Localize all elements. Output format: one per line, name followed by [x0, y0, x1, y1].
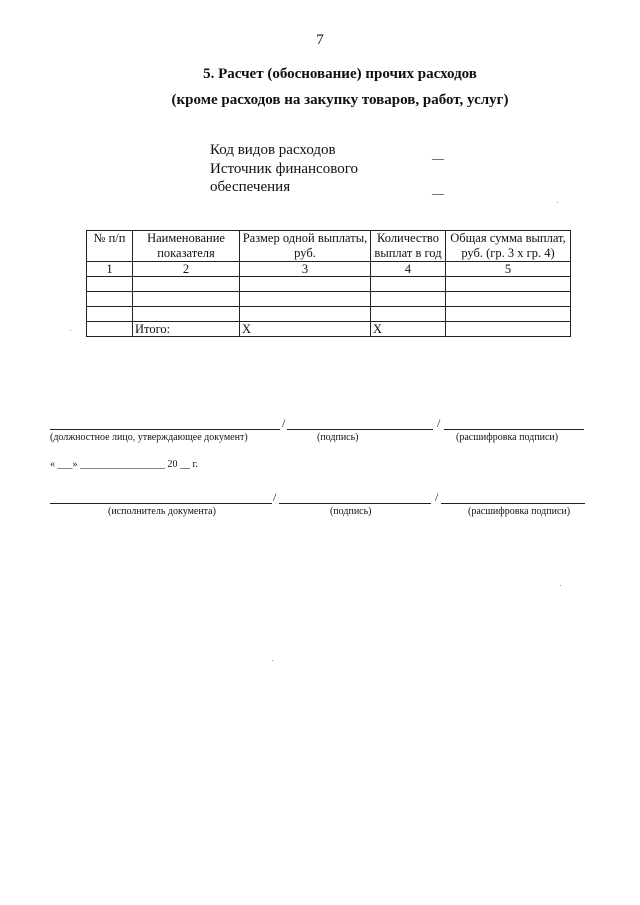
header-cell: Размер одной выплаты, руб. — [240, 231, 371, 262]
executor-caption: (исполнитель документа) — [108, 506, 216, 517]
separator-slash: / — [282, 416, 286, 430]
table-cell — [87, 277, 133, 292]
approver-signature-line — [287, 429, 433, 430]
table-cell — [446, 277, 571, 292]
separator-slash: / — [435, 490, 439, 504]
expense-code-label: Код видов расходов — [210, 142, 336, 158]
table-cell — [133, 307, 240, 322]
header-cell: № п/п — [87, 231, 133, 262]
table-cell — [240, 307, 371, 322]
header-cell: Наименование показателя — [133, 231, 240, 262]
separator-slash: / — [273, 490, 277, 504]
column-number: 3 — [240, 262, 371, 277]
table-header-row — [87, 231, 571, 262]
approver-caption: (должностное лицо, утверждающее документ) — [50, 432, 248, 443]
column-number: 2 — [133, 262, 240, 277]
column-number: 1 — [87, 262, 133, 277]
signature-caption: (подпись) — [317, 432, 359, 443]
section-subtitle: (кроме расходов на закупку товаров, работ, услуг) — [171, 92, 509, 108]
funding-source-label: Источник финансового — [210, 161, 358, 177]
table-cell — [371, 307, 446, 322]
table-cell — [240, 292, 371, 307]
table-cell — [87, 292, 133, 307]
table-cell — [446, 322, 571, 337]
separator-slash: / — [437, 416, 441, 430]
funding-source-label-cont: обеспечения — [210, 179, 291, 195]
signature-caption: (подпись) — [330, 506, 372, 517]
header-cell: Общая сумма выплат, руб. (гр. 3 x гр. 4) — [446, 231, 571, 262]
date-line: « ___» _________________ 20 __ г. — [50, 459, 198, 470]
scan-speck — [70, 330, 71, 331]
table-row — [87, 277, 571, 292]
funding-source-value: __ — [432, 182, 444, 196]
scan-speck — [560, 585, 561, 586]
decoding-caption: (расшифровка подписи) — [468, 506, 571, 517]
total-x-mark: X — [240, 322, 371, 337]
total-row — [87, 322, 571, 337]
total-label: Итого: — [133, 322, 240, 337]
expense-code-value: __ — [432, 147, 444, 161]
table-cell — [133, 292, 240, 307]
decoding-caption: (расшифровка подписи) — [456, 432, 559, 443]
expenses-table — [86, 230, 571, 337]
scan-speck — [272, 660, 273, 661]
column-number: 4 — [371, 262, 446, 277]
table-cell — [371, 277, 446, 292]
scan-speck — [557, 202, 558, 203]
header-cell: Количество выплат в год — [371, 231, 446, 262]
section-title: 5. Расчет (обоснование) прочих расходов — [203, 66, 477, 82]
table-row — [87, 307, 571, 322]
table-cell — [87, 322, 133, 337]
total-x-mark: X — [371, 322, 446, 337]
executor-line — [50, 503, 272, 504]
column-number: 5 — [446, 262, 571, 277]
table-cell — [446, 292, 571, 307]
table-row — [87, 292, 571, 307]
executor-decoding-line — [441, 503, 585, 504]
table-cell — [371, 292, 446, 307]
column-number-row — [87, 262, 571, 277]
table-cell — [133, 277, 240, 292]
table-cell — [446, 307, 571, 322]
page-number: 7 — [316, 32, 324, 48]
table-cell — [87, 307, 133, 322]
approver-position-line — [50, 429, 280, 430]
executor-signature-line — [279, 503, 431, 504]
table-cell — [240, 277, 371, 292]
approver-decoding-line — [444, 429, 584, 430]
